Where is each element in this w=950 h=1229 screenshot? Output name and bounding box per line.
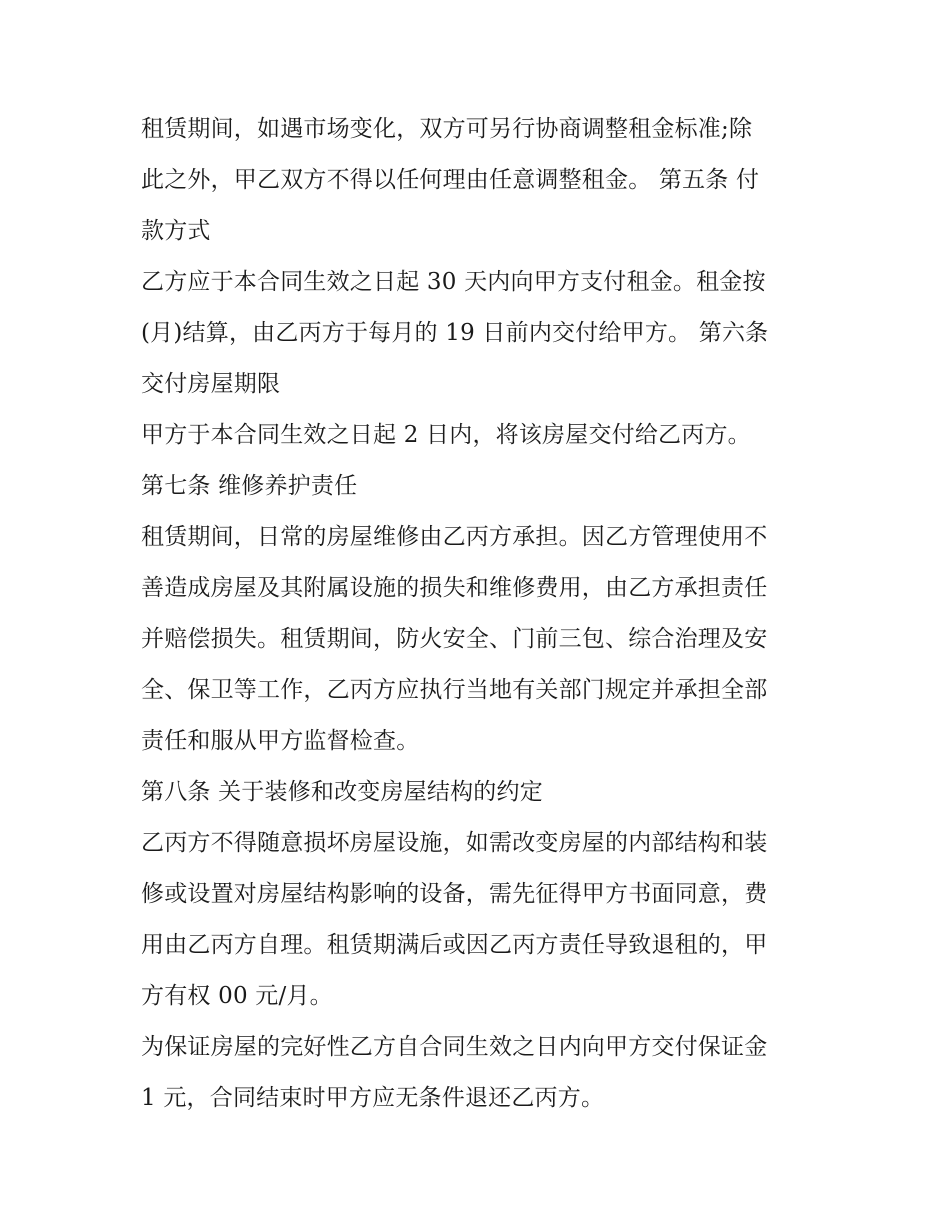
text-line: 交付房屋期限	[141, 371, 281, 397]
text-line: 善造成房屋及其附属设施的损失和维修费用，由乙方承担责任	[141, 575, 768, 601]
section-heading: 第八条 关于装修和改变房屋结构的约定	[141, 779, 543, 805]
text-line: 用由乙丙方自理。租赁期满后或因乙丙方责任导致退租的，甲	[141, 932, 768, 958]
text-line: 乙方应于本合同生效之日起 30 天内向甲方支付租金。租金按	[141, 269, 766, 295]
text-line: 责任和服从甲方监督检查。	[141, 728, 420, 754]
document-body	[141, 104, 821, 1124]
text-line: 租赁期间，日常的房屋维修由乙丙方承担。因乙方管理使用不	[141, 524, 768, 550]
text-line: 方有权 00 元/月。	[141, 983, 333, 1009]
text-line: (月)结算，由乙丙方于每月的 19 日前内交付给甲方。 第六条	[141, 320, 769, 346]
text-line: 此之外，甲乙双方不得以任何理由任意调整租金。 第五条 付	[141, 167, 760, 193]
text-line: 全、保卫等工作，乙丙方应执行当地有关部门规定并承担全部	[141, 677, 768, 703]
text-line: 甲方于本合同生效之日起 2 日内，将该房屋交付给乙丙方。	[141, 422, 751, 448]
text-line: 款方式	[141, 218, 211, 244]
section-heading: 第七条 维修养护责任	[141, 473, 358, 499]
text-line: 并赔偿损失。租赁期间，防火安全、门前三包、综合治理及安	[141, 626, 768, 652]
text-line: 为保证房屋的完好性乙方自合同生效之日内向甲方交付保证金	[141, 1034, 768, 1060]
text-line: 乙丙方不得随意损坏房屋设施，如需改变房屋的内部结构和装	[141, 830, 768, 856]
text-line: 修或设置对房屋结构影响的设备，需先征得甲方书面同意，费	[141, 881, 768, 907]
text-line: 租赁期间，如遇市场变化，双方可另行协商调整租金标准;除	[141, 116, 753, 142]
text-line: 1 元，合同结束时甲方应无条件退还乙丙方。	[141, 1085, 605, 1111]
